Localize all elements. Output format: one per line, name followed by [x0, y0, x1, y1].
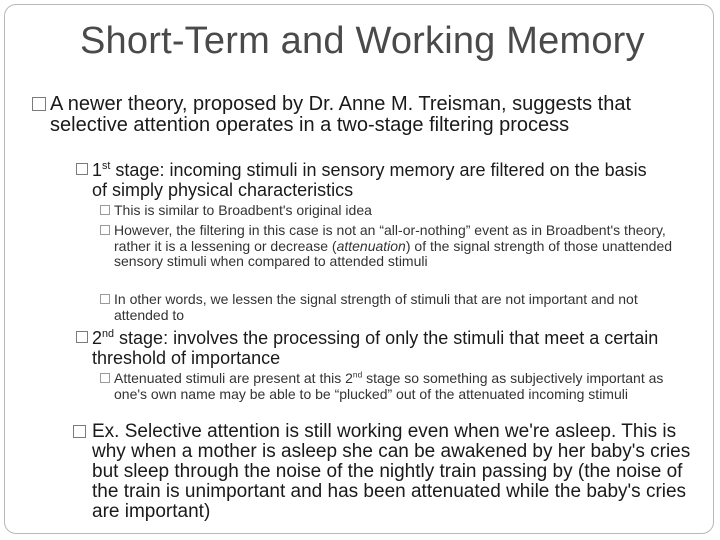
stage1-detail-2: [114, 223, 674, 270]
stage1-detail-2-text-a: However, the filtering in this case is not an “all-or-nothing” event as in Broadbent's theory, rather it is a lessening or decrease (: [114, 222, 666, 254]
checkbox-bullet-icon: [76, 163, 88, 175]
main-point-text: A newer theory, proposed by Dr. Anne M. Treisman, suggests that selective attention operates in a two-stage filtering process: [50, 93, 632, 136]
checkbox-bullet-icon: [100, 225, 110, 235]
stage2-detail-superscript: nd: [352, 369, 363, 380]
stage1-text: stage: incoming stimuli in sensory memory are filtered on the basis of simply physical characteristics: [92, 160, 647, 200]
stage2-detail-text-a: Attenuated stimuli are present at this 2: [114, 370, 353, 386]
stage1-number: 1: [92, 160, 103, 180]
stage2-detail: [114, 371, 674, 402]
stage1-superscript: st: [102, 160, 111, 172]
stage1-detail-1-text: This is similar to Broadbent's original idea: [114, 202, 372, 218]
stage2-text: stage: involves the processing of only the stimuli that meet a certain threshold of importance: [92, 328, 659, 368]
stage2-number: 2: [92, 328, 103, 348]
stage2-point: [92, 328, 662, 368]
stage1-detail-3-text: In other words, we lessen the signal strength of stimuli that are not important and not attended to: [114, 291, 638, 323]
checkbox-bullet-icon: [100, 294, 110, 304]
main-point: [50, 94, 670, 136]
stage2-detail-text-b: stage so something as subjectively important as one's own name may be able to be “plucked” out of the attenuated incoming stimuli: [114, 370, 664, 402]
checkbox-bullet-icon: [100, 205, 110, 215]
stage1-detail-3: [114, 292, 674, 323]
stage1-detail-1: [114, 203, 674, 219]
stage2-superscript: nd: [102, 328, 115, 340]
checkbox-bullet-icon: [32, 97, 46, 111]
checkbox-bullet-icon: [100, 373, 110, 383]
stage1-point: [92, 160, 662, 200]
checkbox-bullet-icon: [76, 331, 88, 343]
attenuation-term: attenuation: [336, 237, 406, 254]
stage1-detail-2-text-b: ) of the signal strength of those unattended sensory stimuli when compared to attended stimuli: [114, 237, 673, 270]
example-point: [92, 422, 692, 522]
slide-title: Short-Term and Working Memory: [80, 20, 645, 62]
checkbox-bullet-icon: [73, 425, 86, 438]
example-text: Ex. Selective attention is still working even when we're asleep. This is why when a mother is asleep she can be awakened by her baby's cries but sleep through the noise of the nightly train passing by (the noise of the train is unimportant and has been attenuated while the baby's cries are important): [92, 421, 691, 522]
